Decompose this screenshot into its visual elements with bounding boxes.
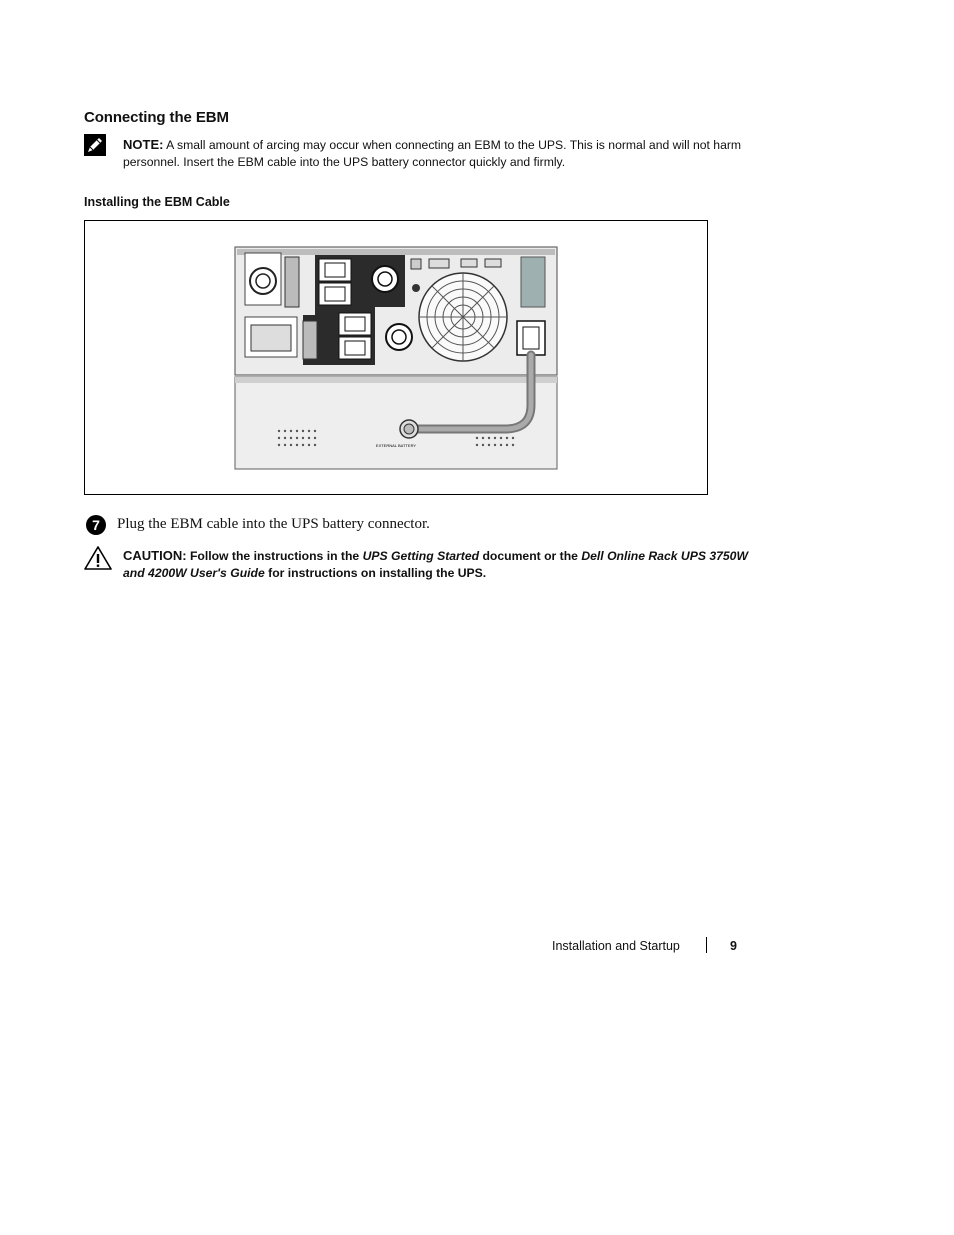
- step-number: 7: [86, 515, 106, 535]
- warning-triangle-icon: [84, 546, 112, 570]
- caution-doc-1: UPS Getting Started: [362, 549, 480, 563]
- section-title: Connecting the EBM: [84, 109, 229, 126]
- footer-divider: [706, 937, 707, 953]
- note-block: [123, 136, 743, 171]
- figure-title: Installing the EBM Cable: [84, 195, 230, 209]
- ebm-panel-label: EXTERNAL BATTERY: [375, 443, 417, 448]
- note-text: A small amount of arcing may occur when connecting an EBM to the UPS. This is normal and will not harm personnel. Insert the EBM cable into the UPS battery connector quickly and firmly.: [123, 138, 742, 169]
- note-label: NOTE:: [123, 137, 164, 152]
- caution-text-1: Follow the instructions in the: [189, 549, 363, 563]
- caution-block: [123, 547, 753, 582]
- caution-text-2: document or the: [479, 549, 582, 563]
- caution-doc-2: Dell Online Rack UPS 3750W and 4200W User's Guide: [123, 549, 748, 580]
- page-number: 9: [730, 939, 737, 953]
- caution-label: CAUTION:: [123, 548, 187, 563]
- step-text: Plug the EBM cable into the UPS battery connector.: [117, 516, 430, 532]
- footer-section-name: Installation and Startup: [552, 939, 680, 953]
- caution-text-3: for instructions on installing the UPS.: [264, 566, 487, 580]
- figure-frame: [84, 220, 708, 495]
- pencil-note-icon: [84, 134, 106, 156]
- ups-ebm-illustration: [85, 221, 707, 494]
